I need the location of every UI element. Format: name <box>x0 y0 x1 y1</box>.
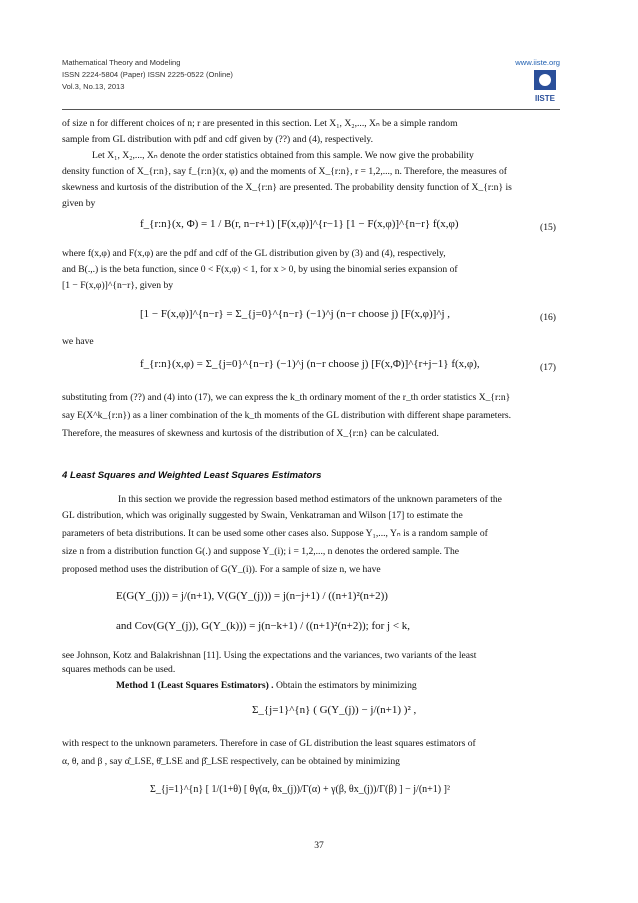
issn: ISSN 2224-5804 (Paper) ISSN 2225-0522 (Online) <box>62 70 233 79</box>
equation-minimize-2: Σ_{j=1}^{n} [ 1/(1+θ) [ θγ(α, θx_(j))/Γ(α) + γ(β, θx_(j))/Γ(β) ] − j/(n+1) ]² <box>150 784 450 795</box>
paragraph-line: proposed method uses the distribution of G(Y_(i)). For a sample of size n, we have <box>62 564 381 575</box>
paragraph-line: see Johnson, Kotz and Balakrishnan [11]. Using the expectations and the variances, two variants of the least <box>62 650 477 661</box>
iiste-logo-icon <box>530 70 560 104</box>
equation-17: f_{r:n}(x,φ) = Σ_{j=0}^{n−r} (−1)^j (n−r choose j) [F(x,Φ)]^{r+j−1} f(x,φ), <box>140 358 480 370</box>
page-number: 37 <box>314 840 324 851</box>
method-title: Method 1 (Least Squares Estimators) . <box>116 680 274 691</box>
method-text: Obtain the estimators by minimizing <box>276 680 417 691</box>
paragraph-line: GL distribution, which was originally suggested by Swain, Venkatraman and Wilson [17] to estimate the <box>62 510 463 521</box>
equation-number: (17) <box>540 362 556 373</box>
equation-number: (16) <box>540 312 556 323</box>
paragraph-line: we have <box>62 336 94 347</box>
section-title: 4 Least Squares and Weighted Least Squares Estimators <box>62 470 322 481</box>
paragraph-line: α, θ, and β , say α̂_LSE, θ̂_LSE and β̂_LSE respectively, can be obtained by minimizing <box>62 756 400 767</box>
equation-15: f_{r:n}(x, Φ) = 1 / B(r, n−r+1) [F(x,φ)]^{r−1} [1 − F(x,φ)]^{n−r} f(x,φ) <box>140 218 459 230</box>
header-rule <box>62 109 560 110</box>
equation-number: (15) <box>540 222 556 233</box>
paragraph-line: density function of X_{r:n}, say f_{r:n}(x, φ) and the moments of X_{r:n}, r = 1,2,..., n. Therefore, the measures of <box>62 166 507 177</box>
journal-url[interactable]: www.iiste.org <box>515 58 560 67</box>
paragraph-line: skewness and kurtosis of the distribution of the X_{r:n} are presented. The probability density function of X_{r:n} is <box>62 182 512 193</box>
equation-expectation-variance: E(G(Y_(j))) = j/(n+1), V(G(Y_(j))) = j(n−j+1) / ((n+1)²(n+2)) <box>116 590 388 602</box>
paragraph-line: parameters of beta distributions. It can be used some other cases also. Suppose Y₁,..., Yₙ is a random sample of <box>62 528 488 539</box>
paragraph-line: say E(X^k_{r:n}) as a liner combination of the k_th moments of the GL distribution with different shape parameters. <box>62 410 512 421</box>
paragraph-line: squares methods can be used. <box>62 664 176 675</box>
equation-covariance: and Cov(G(Y_(j)), G(Y_(k))) = j(n−k+1) / ((n+1)²(n+2)); for j < k, <box>116 620 411 632</box>
paragraph-line: of size n for different choices of n; r are presented in this section. Let X₁, X₂,..., Xₙ be a simple random <box>62 118 458 129</box>
paragraph-line: where f(x,φ) and F(x,φ) are the pdf and cdf of the GL distribution given by (3) and (4), respectively, <box>62 248 446 259</box>
paragraph-line: In this section we provide the regression based method estimators of the unknown parameters of the <box>118 494 502 505</box>
paragraph-line: [1 − F(x,φ)]^{n−r}, given by <box>62 280 174 291</box>
paragraph-line: with respect to the unknown parameters. Therefore in case of GL distribution the least squares estimators of <box>62 738 476 749</box>
equation-minimize-1: Σ_{j=1}^{n} ( G(Y_(j)) − j/(n+1) )² , <box>252 704 417 716</box>
paragraph-line: Let X₁, X₂,..., Xₙ denote the order statistics obtained from this sample. We now give the probability <box>92 150 474 161</box>
paragraph-line: Therefore, the measures of skewness and kurtosis of the distribution of X_{r:n} can be calculated. <box>62 428 439 439</box>
logo-text: IISTE <box>534 94 556 103</box>
paragraph-line: sample from GL distribution with pdf and cdf given by (??) and (4), respectively. <box>62 134 373 145</box>
paragraph-line: given by <box>62 198 96 209</box>
paragraph-line: and B(.,.) is the beta function, since 0 < F(x,φ) < 1, for x > 0, by using the binomial series expansion of <box>62 264 458 275</box>
method-heading <box>116 680 560 692</box>
paragraph-line: substituting from (??) and (4) into (17), we can express the k_th ordinary moment of the r_th order statistics X_{r:n} <box>62 392 511 403</box>
volume: Vol.3, No.13, 2013 <box>62 82 125 91</box>
equation-16: [1 − F(x,φ)]^{n−r} = Σ_{j=0}^{n−r} (−1)^j (n−r choose j) [F(x,φ)]^j , <box>140 308 451 320</box>
journal-name: Mathematical Theory and Modeling <box>62 58 181 67</box>
paragraph-line: size n from a distribution function G(.) and suppose Y_(i); i = 1,2,..., n denotes the ordered sample. The <box>62 546 460 557</box>
